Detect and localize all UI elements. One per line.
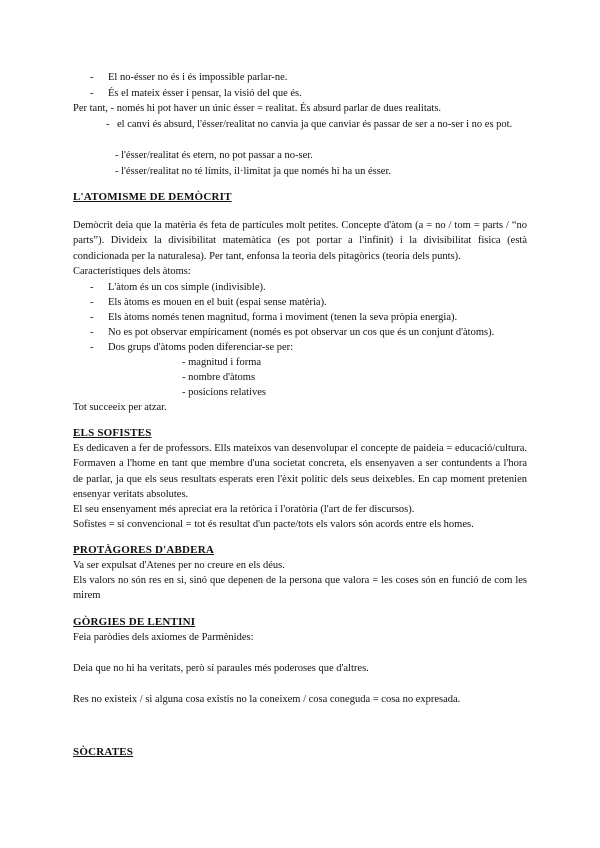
bullet-dash: - <box>90 312 94 323</box>
atom-sub-1: - magnitud i forma <box>182 357 262 368</box>
gorgies-line-2: Deia que no hi ha veritats, però sí paraules més poderoses que d'altres. <box>73 663 369 674</box>
atom-sub-2: - nombre d'àtoms <box>182 372 256 383</box>
intro-line-4: el canvi és absurd, l'ésser/realitat no canvia ja que canviar és passar de ser a no-ser i no es pot. <box>117 119 513 130</box>
bullet-dash: - <box>90 342 94 353</box>
bullet-dash: - <box>90 297 94 308</box>
sofistes-line-3: Sofistes = sí convencional = tot és resultat d'un pacte/tots els valors són acords entre els homes. <box>73 519 474 530</box>
bullet-dash: - <box>90 88 94 99</box>
bullet-dash: - <box>90 327 94 338</box>
intro-line-3: Per tant, - només hi pot haver un únic ésser = realitat. És absurd parlar de dues realitats. <box>73 103 442 114</box>
atomisme-characteristics-label: Característiques dels àtoms: <box>73 266 191 277</box>
sofistes-line-2: El seu ensenyament més apreciat era la retòrica i l'oratòria (l'art de fer discursos). <box>73 504 415 515</box>
gorgies-line-3: Res no existeix / si alguna cosa existís no la coneixem / cosa coneguda = cosa no expresada. <box>73 694 461 705</box>
intro-line-6: - l'ésser/realitat no té límits, il·limitat ja que només hi ha un ésser. <box>115 166 391 177</box>
atom-bullet-2: Els àtoms es mouen en el buit (espai sense matèria). <box>108 297 327 308</box>
intro-line-5: - l'ésser/realitat és etern, no pot passar a no-ser. <box>115 150 313 161</box>
gorgies-line-1: Feia paròdies dels axiomes de Parmènides: <box>73 632 254 643</box>
intro-line-1: El no-ésser no és i és impossible parlar-ne. <box>108 72 288 83</box>
heading-gorgies: GÒRGIES DE LENTINI <box>73 616 196 628</box>
atom-bullet-4: No es pot observar empíricament (només es pot observar un cos que és un conjunt d'àtoms). <box>108 327 495 338</box>
protagores-paragraph: Els valors no són res en si, sinó que depenen de la persona que valora = les coses són en funció de com les mirem <box>73 575 527 602</box>
atom-bullet-1: L'àtom és un cos simple (indivisible). <box>108 282 266 293</box>
heading-atomisme: L'ATOMISME DE DEMÒCRIT <box>73 191 232 203</box>
bullet-dash: - <box>106 119 110 130</box>
bullet-dash: - <box>90 282 94 293</box>
heading-socrates: SÒCRATES <box>73 746 134 758</box>
atom-sub-3: - posicions relatives <box>182 387 266 398</box>
bullet-dash: - <box>90 72 94 83</box>
atomisme-paragraph: Demòcrit deia que la matèria és feta de partícules molt petites. Concepte d'àtom (a = no / tom = parts / “no parts”). Divideix la divisibilitat matemàtica (es pot portar a l'infinit) i la divisibilitat física (està condicionada per la naturalesa). Per tant, enfonsa la teoria dels pitagòrics (teoria dels punts). <box>73 220 527 262</box>
protagores-line-1: Va ser expulsat d'Atenes per no creure en els déus. <box>73 560 285 571</box>
atom-bullet-5: Dos grups d'àtoms poden diferenciar-se per: <box>108 342 294 353</box>
intro-line-2: És el mateix ésser i pensar, la visió del que és. <box>108 88 302 99</box>
heading-sofistes: ELS SOFISTES <box>73 427 152 439</box>
sofistes-paragraph: Es dedicaven a fer de professors. Ells mateixos van desenvolupar el concepte de paideia = educació/cultura. Formaven a l'home en tant que membre d'una societat concreta, els ensenyaven a ser contundents a l'hora de parlar, ja que els seus resultats esperats eren l'èxit polític dels seus deixebles. En cap moment pretenien ensenyar veritats absolutes. <box>73 443 527 501</box>
heading-protagores: PROTÀGORES D'ABDERA <box>73 544 215 556</box>
atom-bullet-3: Els àtoms només tenen magnitud, forma i moviment (tenen la seva pròpia energia). <box>108 312 458 323</box>
atomisme-closing: Tot succeeix per atzar. <box>73 402 167 413</box>
